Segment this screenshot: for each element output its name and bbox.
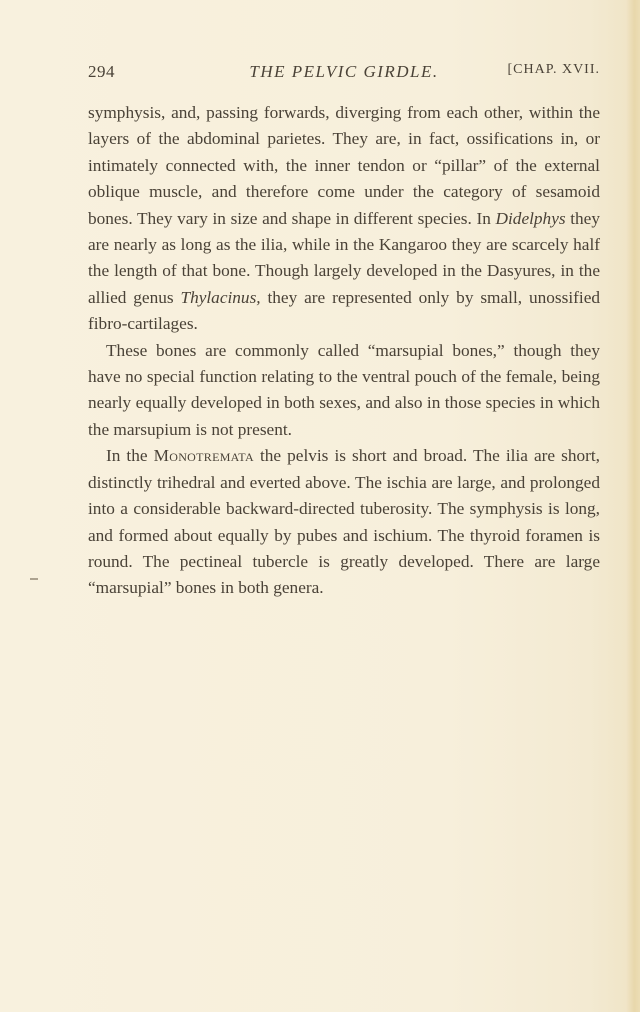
text-segment: the pelvis is short and broad. The ilia are short, distinctly trihedral and everted above. The ischia are large, and prolonged into a considerable backward-directed tuberosity. The symphysis is long, and formed about equally by pubes and ischium. The thyroid foramen is round. The pectineal tubercle is greatly developed. There are large “marsupial” bones in both genera.	[88, 446, 600, 598]
page-number: 294	[88, 62, 115, 81]
text-segment: they are nearly as long as the ilia, while in the Kangaroo they are scarcely half the length of that bone. Though largely developed in the Dasyures, in the allied genus	[88, 208, 600, 307]
text-segment: symphysis, and, passing forwards, diverging from each other, within the layers of the abdominal parietes. They are, in fact, ossifications in, or intimately connected with, the inner tendon or “pillar” of the external oblique muscle, and therefore come under the category of sesamoid bones. They vary in size and shape in different species. In	[88, 103, 600, 228]
margin-mark	[30, 578, 38, 580]
paragraph-marsupial-bones-function	[88, 338, 600, 444]
text-segment: These bones are commonly called “marsupial bones,” though they have no special function relating to the ventral pouch of the female, being nearly equally developed in both sexes, and also in those species in which the marsupium is not present.	[88, 340, 600, 439]
paragraph-monotremata-pelvis	[88, 443, 600, 601]
page-edge-shadow	[626, 0, 640, 1012]
text-segment: In the	[106, 446, 154, 466]
italic-genus-didelphys: Didelphys	[495, 208, 566, 228]
italic-genus-thylacinus: Thylacinus,	[180, 287, 261, 307]
paragraph-marsupial-bones-description	[88, 100, 600, 338]
chapter-reference: [CHAP. XVII.	[507, 62, 600, 77]
small-caps-monotremata: Monotremata	[153, 446, 254, 466]
body-text	[88, 100, 600, 602]
running-head	[88, 62, 600, 88]
text-segment: they are represented only by small, unossified fibro-cartilages.	[88, 287, 600, 334]
running-title: THE PELVIC GIRDLE.	[249, 62, 439, 81]
